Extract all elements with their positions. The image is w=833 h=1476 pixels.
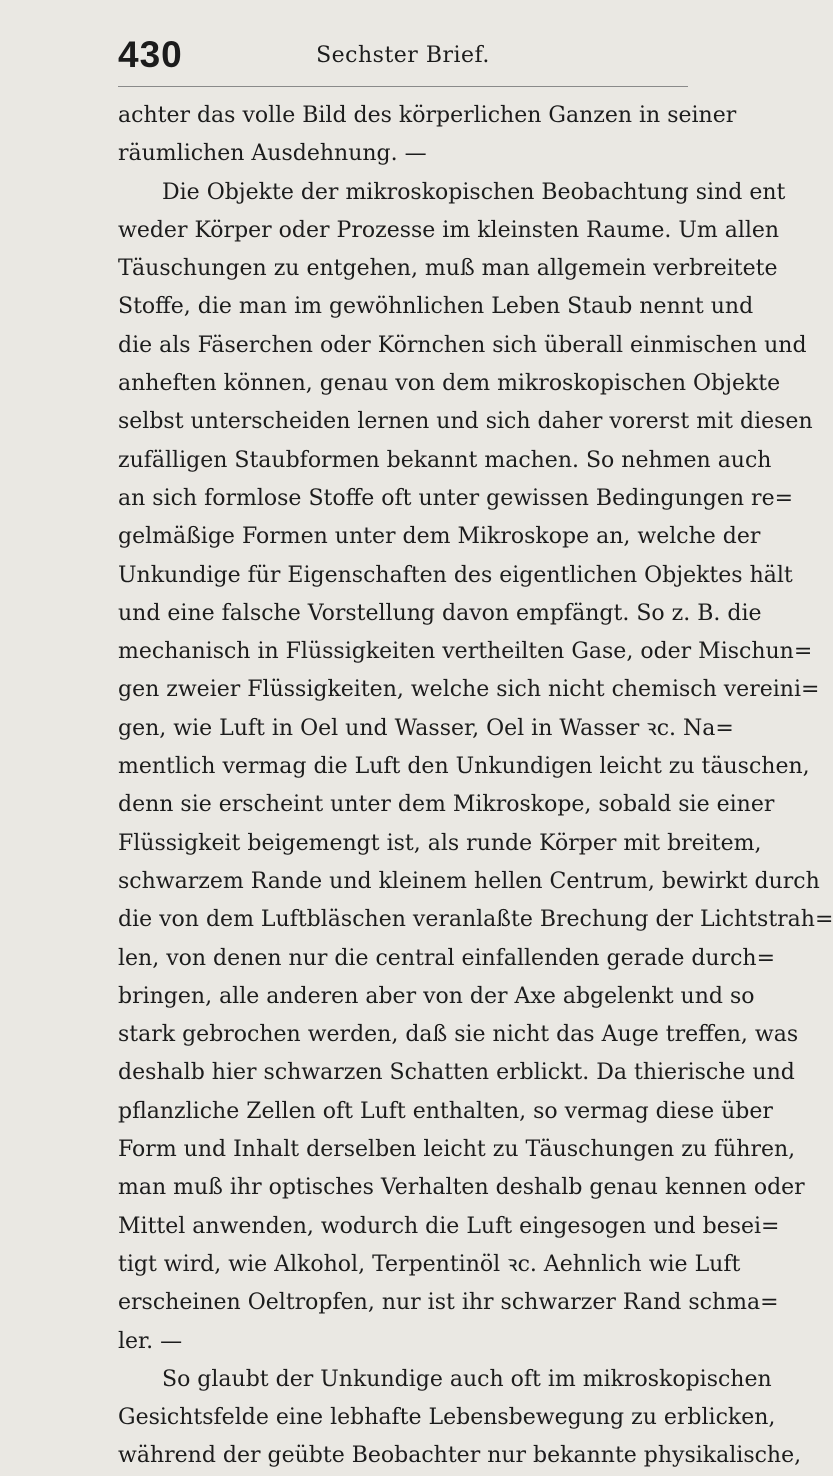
text-line: tigt wird, wie Alkohol, Terpentinöl ꝛc. Aehnlich wie Luft (118, 1251, 741, 1277)
text-line: achter das volle Bild des körperlichen Ganzen in seiner (118, 103, 737, 128)
text-line: Mittel anwenden, wodurch die Luft eingesogen und besei= (118, 1213, 780, 1239)
text-line: an sich formlose Stoffe oft unter gewissen Bedingungen re= (118, 485, 794, 511)
header-rule (118, 86, 688, 87)
text-line: Unkundige für Eigenschaften des eigentlichen Objektes hält (118, 562, 793, 588)
text-line: ler. — (118, 1328, 183, 1354)
page-number: 430 (118, 34, 183, 75)
running-head: Sechster Brief. (316, 43, 490, 68)
text-line: bringen, alle anderen aber von der Axe abgelenkt und so (118, 983, 755, 1009)
text-line: gen zweier Flüssigkeiten, welche sich nicht chemisch vereini= (118, 677, 820, 703)
text-line: mentlich vermag die Luft den Unkundigen leicht zu täuschen, (118, 754, 810, 780)
text-line: len, von denen nur die central einfallenden gerade durch= (118, 945, 776, 971)
text-line: Form und Inhalt derselben leicht zu Täuschungen zu führen, (118, 1137, 796, 1163)
text-line: selbst unterscheiden lernen und sich daher vorerst mit diesen (118, 409, 813, 435)
text-line: während der geübte Beobachter nur bekannte physikalische, (118, 1443, 802, 1469)
text-line: Täuschungen zu entgehen, muß man allgemein verbreitete (118, 256, 778, 282)
text-line: Gesichtsfelde eine lebhafte Lebensbewegung zu erblicken, (118, 1405, 776, 1431)
text-line: räumlichen Ausdehnung. — (118, 141, 427, 167)
page-header (118, 30, 688, 80)
text-line: man muß ihr optisches Verhalten deshalb genau kennen oder (118, 1175, 805, 1201)
text-line: So glaubt der Unkundige auch oft im mikroskopischen (162, 1366, 772, 1392)
text-line: gen, wie Luft in Oel und Wasser, Oel in Wasser ꝛc. Na= (118, 715, 734, 741)
text-line: Flüssigkeit beigemengt ist, als runde Körper mit breitem, (118, 830, 762, 856)
text-line: zufälligen Staubformen bekannt machen. So nehmen auch (118, 447, 772, 473)
text-line: mechanisch in Flüssigkeiten vertheilten Gase, oder Mischun= (118, 639, 813, 665)
text-line: Stoffe, die man im gewöhnlichen Leben Staub nennt und (118, 294, 754, 320)
text-line: die von dem Luftbläschen veranlaßte Brechung der Lichtstrah= (118, 907, 833, 933)
text-line: und eine falsche Vorstellung davon empfängt. So z. B. die (118, 600, 762, 626)
text-line: Die Objekte der mikroskopischen Beobachtung sind ent (162, 179, 786, 205)
text-line: die als Fäserchen oder Körnchen sich überall einmischen und (118, 332, 807, 358)
text-line: pflanzliche Zellen oft Luft enthalten, so vermag diese über (118, 1098, 773, 1124)
text-line: gelmäßige Formen unter dem Mikroskope an, welche der (118, 524, 761, 550)
text-line: stark gebrochen werden, daß sie nicht das Auge treffen, was (118, 1022, 799, 1048)
text-line: denn sie erscheint unter dem Mikroskope, sobald sie einer (118, 792, 775, 818)
text-line: anheften können, genau von dem mikroskopischen Objekte (118, 371, 781, 397)
text-line: schwarzem Rande und kleinem hellen Centrum, bewirkt durch (118, 868, 820, 894)
text-line: weder Körper oder Prozesse im kleinsten Raume. Um allen (118, 217, 780, 243)
body-text (118, 97, 833, 1476)
text-line: deshalb hier schwarzen Schatten erblickt. Da thierische und (118, 1060, 795, 1086)
text-line: erscheinen Oeltropfen, nur ist ihr schwarzer Rand schma= (118, 1290, 779, 1316)
